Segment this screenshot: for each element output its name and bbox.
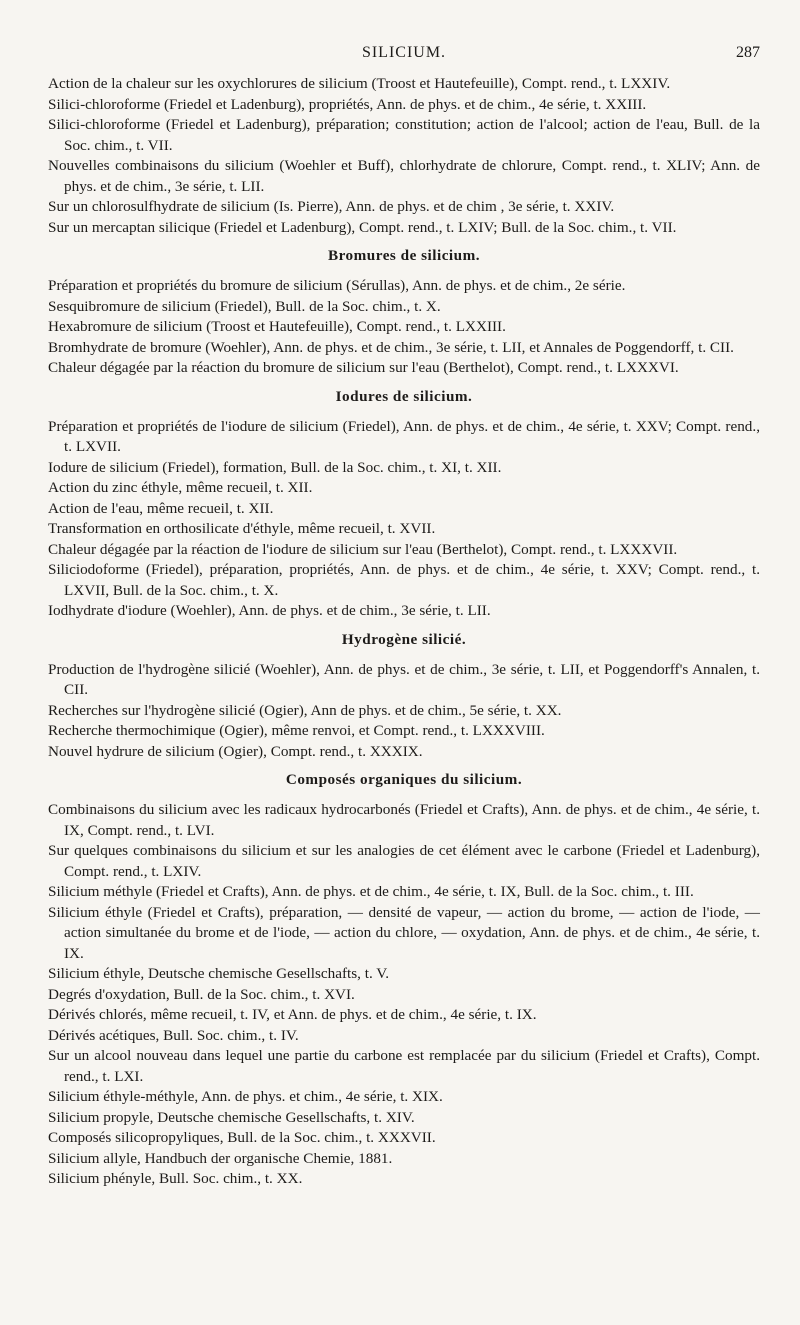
bibliography-entry: Siliciodoforme (Friedel), préparation, propriétés, Ann. de phys. et de chim., 4e série, t. XXV; Compt. rend., t. LXVII, Bull. de la Soc. chim., t. X. <box>48 561 760 599</box>
bibliography-entry: Chaleur dégagée par la réaction du bromure de silicium sur l'eau (Berthelot), Compt. rend., t. LXXXVI. <box>48 359 679 376</box>
page-number: 287 <box>736 44 760 61</box>
bibliography-entry: Dérivés chlorés, même recueil, t. IV, et Ann. de phys. et de chim., 4e série, t. IX. <box>48 1006 537 1023</box>
bibliography-entry: Silicium phényle, Bull. Soc. chim., t. XX. <box>48 1170 303 1187</box>
bibliography-entry: Combinaisons du silicium avec les radicaux hydrocarbonés (Friedel et Crafts), Ann. de phys. et de chim., 4e série, t. IX, Compt. rend., t. LVI. <box>48 801 760 839</box>
bibliography-entry: Sur un chlorosulfhydrate de silicium (Is. Pierre), Ann. de phys. et de chim , 3e série, t. XXIV. <box>48 198 615 215</box>
bibliography-entry: Action de l'eau, même recueil, t. XII. <box>48 499 274 517</box>
bibliography-entry: Chaleur dégagée par la réaction de l'iodure de silicium sur l'eau (Berthelot), Compt. rend., t. LXXXVII. <box>48 540 678 558</box>
bibliography-entry: Silicium éthyle-méthyle, Ann. de phys. et chim., 4e série, t. XIX. <box>48 1088 443 1105</box>
bibliography-entry: Sur un alcool nouveau dans lequel une partie du carbone est remplacée par du silicium (Friedel et Crafts), Compt. rend., t. LXI. <box>48 1047 760 1085</box>
bibliography-entry: Degrés d'oxydation, Bull. de la Soc. chim., t. XVI. <box>48 985 355 1003</box>
bibliography-entry: Transformation en orthosilicate d'éthyle, même recueil, t. XVII. <box>48 520 436 537</box>
bibliography-entry: Sesquibromure de silicium (Friedel), Bull. de la Soc. chim., t. X. <box>48 297 441 315</box>
bibliography-section <box>48 246 760 379</box>
bibliography-entry: Silici-chloroforme (Friedel et Ladenburg), propriétés, Ann. de phys. et de chim., 4e série, t. XXIII. <box>48 95 647 113</box>
bibliography-entry: Préparation et propriétés de l'iodure de silicium (Friedel), Ann. de phys. et de chim., 4e série, t. XXV; Compt. rend., t. LXVII. <box>48 417 760 455</box>
bibliography-entry: Sur quelques combinaisons du silicium et sur les analogies de cet élément avec le carbone (Friedel et Ladenburg), Compt. rend., t. LXIV. <box>48 842 760 880</box>
bibliography-entry: Silicium éthyle (Friedel et Crafts), préparation, — densité de vapeur, — action du brome, — action de l'iode, — action simultanée du brome et de l'iode, — action du chlore, — oxydation, Ann. de phys. et de chim., 4e série, t. IX. <box>48 903 760 962</box>
bibliography-entry: Silici-chloroforme (Friedel et Ladenburg), préparation; constitution; action de l'alcool; action de l'eau, Bull. de la Soc. chim., t. VII. <box>48 116 760 154</box>
bibliography-entry: Silicium éthyle, Deutsche chemische Gesellschafts, t. V. <box>48 965 390 982</box>
bibliography-section <box>48 74 760 238</box>
bibliography-entry: Recherches sur l'hydrogène silicié (Ogier), Ann de phys. et de chim., 5e série, t. XX. <box>48 701 562 719</box>
bibliography-entry: Préparation et propriétés du bromure de silicium (Sérullas), Ann. de phys. et de chim., 2e série. <box>48 277 626 294</box>
section-heading: Iodures de silicium. <box>335 387 473 405</box>
section-heading: Hydrogène silicié. <box>341 630 467 648</box>
bibliography-entry: Iodure de silicium (Friedel), formation, Bull. de la Soc. chim., t. XI, t. XII. <box>48 458 502 476</box>
bibliography-entry: Iodhydrate d'iodure (Woehler), Ann. de phys. et de chim., 3e série, t. LII. <box>48 602 491 619</box>
bibliography-entry: Nouvelles combinaisons du silicium (Woehler et Buff), chlorhydrate de chlorure, Compt. rend., t. XLIV; Ann. de phys. et de chim., 3e série, t. LII. <box>48 157 760 195</box>
bibliography-entry: Composés silicopropyliques, Bull. de la Soc. chim., t. XXXVII. <box>48 1129 436 1146</box>
bibliography-entry: Action de la chaleur sur les oxychlorures de silicium (Troost et Hautefeuille), Compt. rend., t. LXXIV. <box>48 75 671 92</box>
bibliography-entry: Recherche thermochimique (Ogier), même renvoi, et Compt. rend., t. LXXXVIII. <box>48 722 545 739</box>
bibliography-entry: Nouvel hydrure de silicium (Ogier), Compt. rend., t. XXXIX. <box>48 742 423 760</box>
running-head <box>48 44 760 70</box>
section-heading: Bromures de silicium. <box>327 247 481 264</box>
bibliography-section <box>48 387 760 622</box>
bibliography-entry: Action du zinc éthyle, même recueil, t. XII. <box>48 479 313 496</box>
running-title: SILICIUM. <box>361 44 447 61</box>
section-heading: Composés organiques du silicium. <box>285 771 523 788</box>
bibliography-entry: Production de l'hydrogène silicié (Woehler), Ann. de phys. et de chim., 3e série, t. LII, et Poggendorff's Annalen, t. CII. <box>48 660 760 698</box>
bibliography-section <box>48 770 760 1190</box>
bibliography-entry: Silicium propyle, Deutsche chemische Gesellschafts, t. XIV. <box>48 1108 415 1126</box>
bibliography-entry: Bromhydrate de bromure (Woehler), Ann. de phys. et de chim., 3e série, t. LII, et Annales de Poggendorff, t. CII. <box>48 338 734 356</box>
bibliography-section <box>48 630 760 763</box>
bibliography-entry: Dérivés acétiques, Bull. Soc. chim., t. IV. <box>48 1026 299 1044</box>
bibliography-entry: Silicium méthyle (Friedel et Crafts), Ann. de phys. et de chim., 4e série, t. IX, Bull. de la Soc. chim., t. III. <box>48 883 694 900</box>
bibliography-entry: Silicium allyle, Handbuch der organische Chemie, 1881. <box>48 1149 393 1167</box>
bibliography-body <box>48 74 760 1190</box>
bibliography-entry: Sur un mercaptan silicique (Friedel et Ladenburg), Compt. rend., t. LXIV; Bull. de la Soc. chim., t. VII. <box>48 218 677 236</box>
bibliography-entry: Hexabromure de silicium (Troost et Hautefeuille), Compt. rend., t. LXXIII. <box>48 318 506 335</box>
